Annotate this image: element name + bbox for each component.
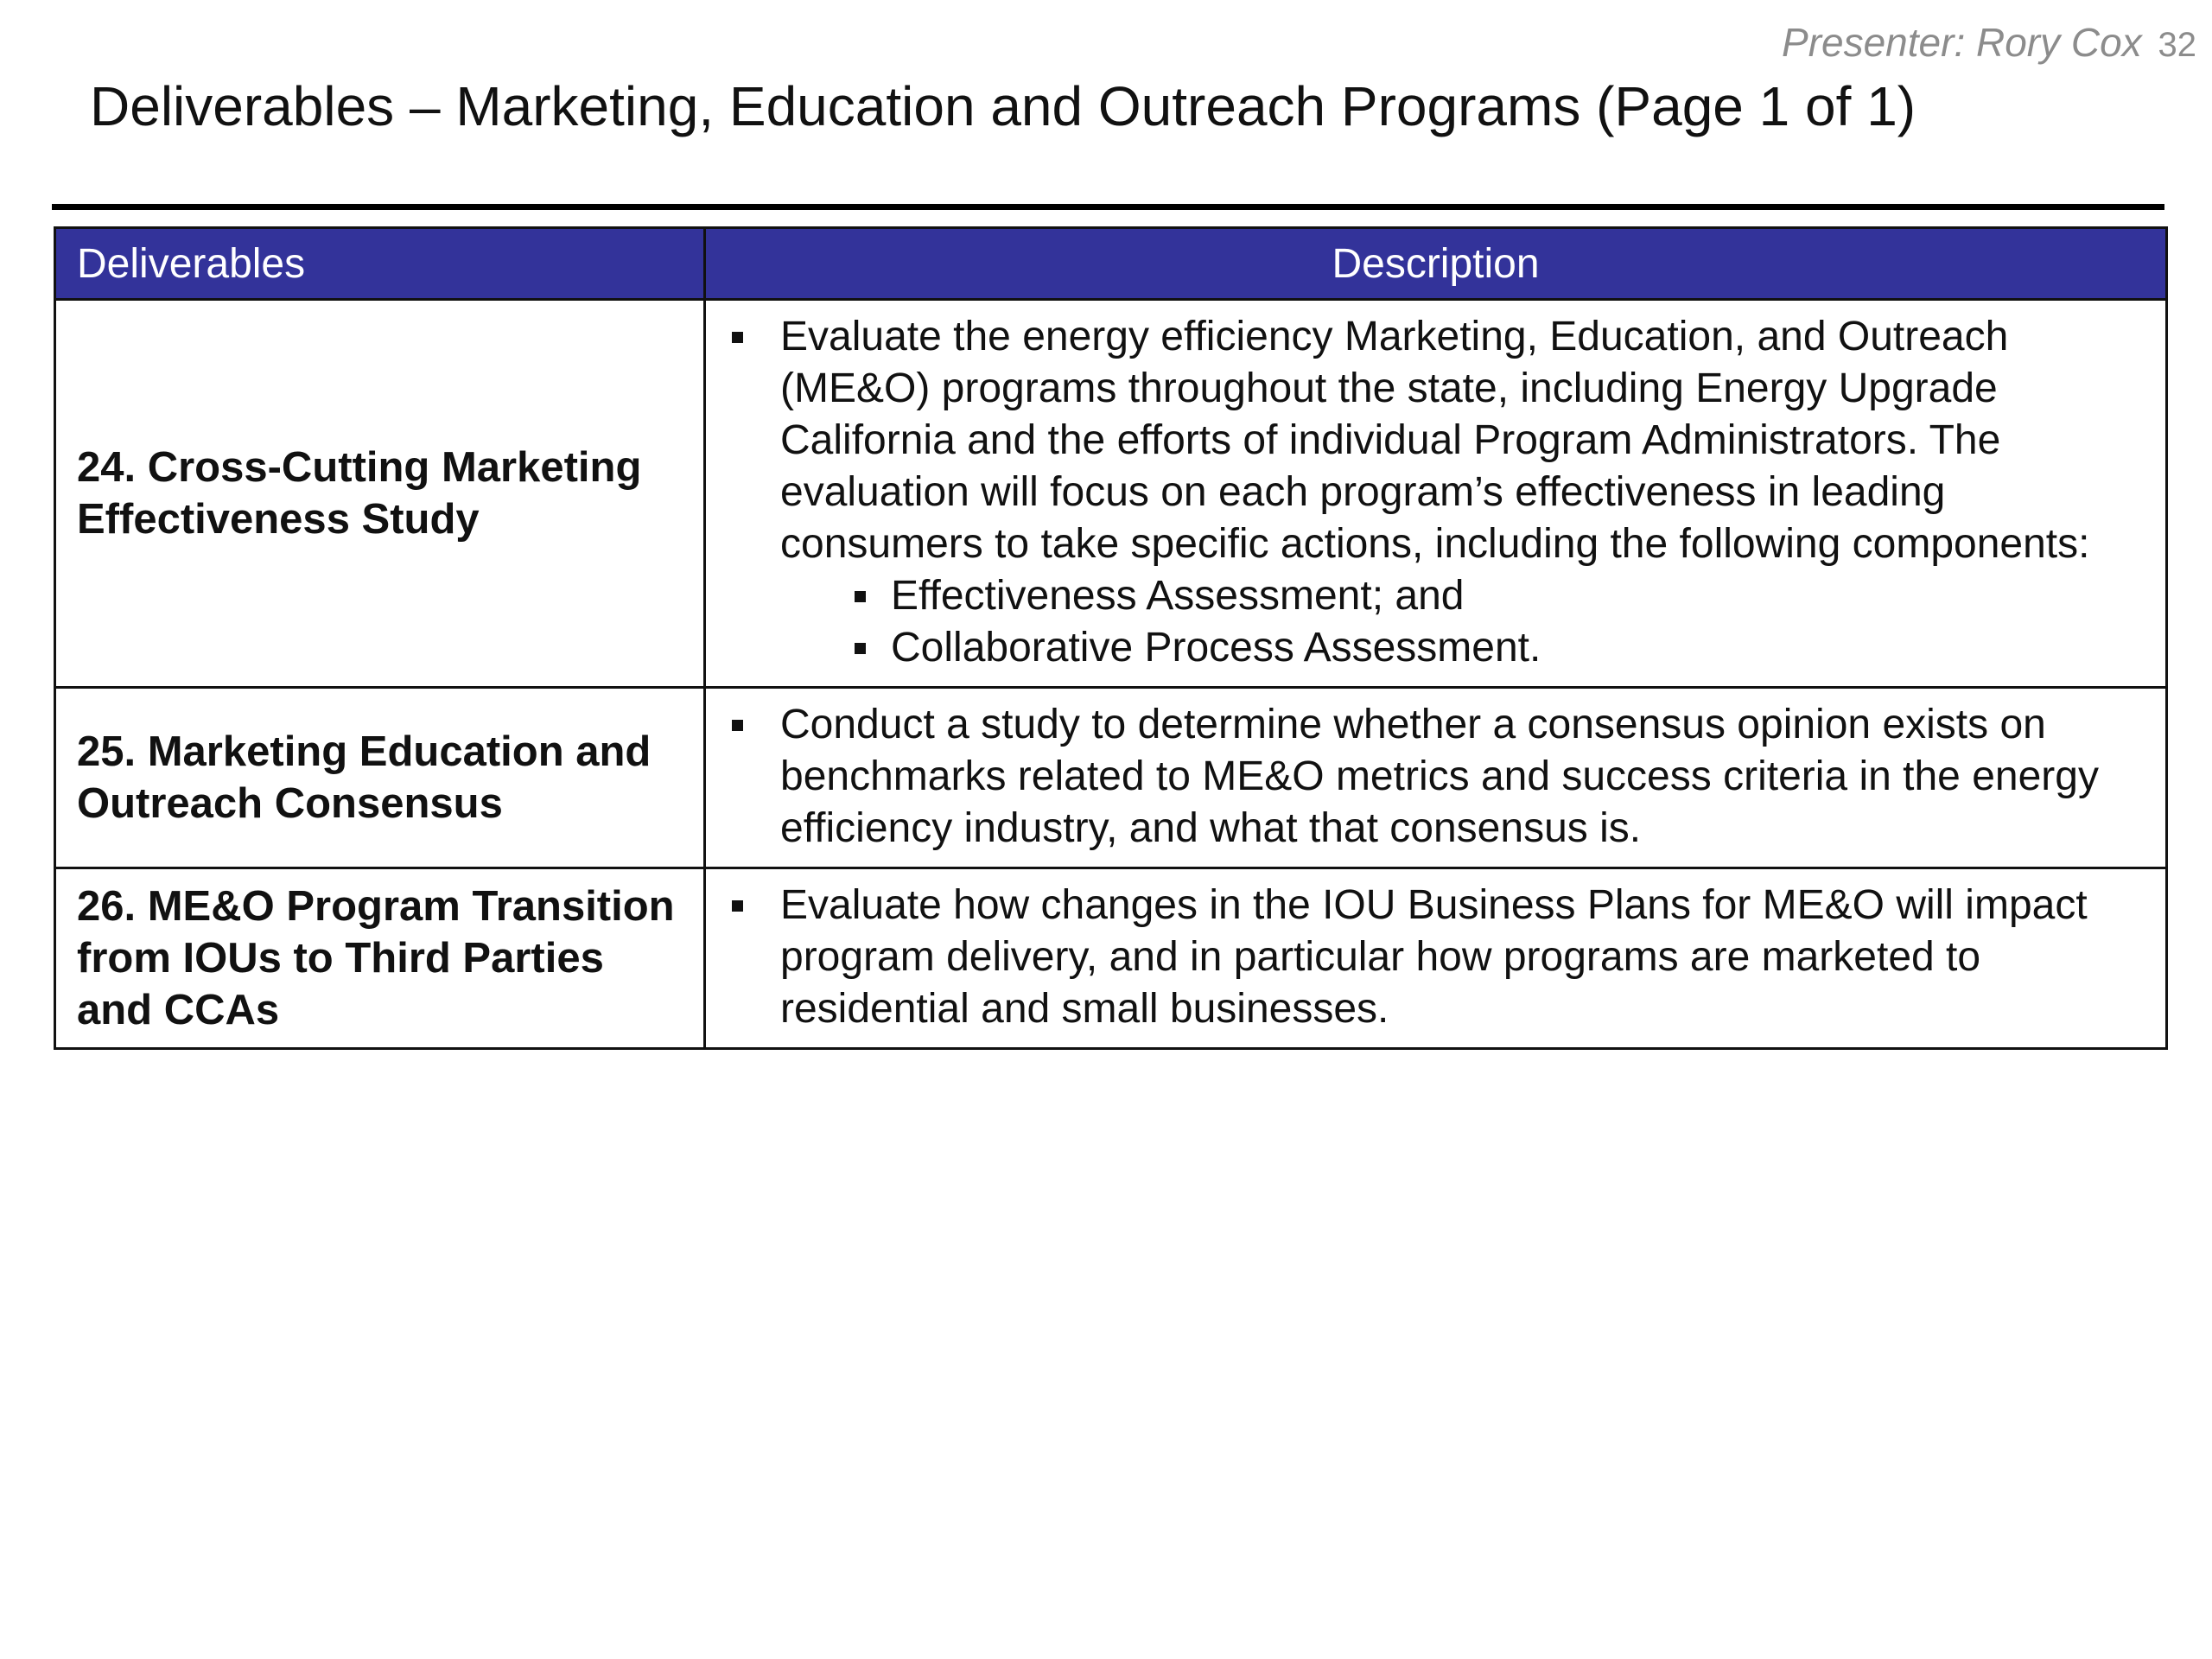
sub-bullet-item: Effectiveness Assessment; and	[891, 570, 2145, 622]
description-bullets	[732, 311, 2145, 674]
table-row	[55, 688, 2167, 868]
presenter-line	[1782, 19, 2196, 66]
table-row	[55, 868, 2167, 1049]
description-bullets	[732, 699, 2145, 855]
deliverable-description	[705, 868, 2167, 1049]
table-header-row	[55, 228, 2167, 300]
bullet-text: Evaluate the energy efficiency Marketing, Education, and Outreach (ME&O) programs throughout the state, including Energy Upgrade California and the efforts of individual Program Administrators. The evaluation will focus on each program’s effectiveness in leading consumers to take specific actions, including the following components:	[780, 314, 2090, 567]
column-header-description: Description	[705, 228, 2167, 300]
bullet-item: Evaluate how changes in the IOU Business Plans for ME&O will impact program delivery, and in particular how programs are marketed to residential and small businesses.	[732, 880, 2145, 1035]
deliverables-table	[54, 226, 2168, 1050]
title-divider	[52, 204, 2164, 210]
sub-bullet-item: Collaborative Process Assessment.	[891, 622, 2145, 674]
column-header-deliverables: Deliverables	[55, 228, 705, 300]
bullet-item	[732, 311, 2145, 674]
deliverable-name: 24. Cross-Cutting Marketing Effectiveness Study	[55, 300, 705, 688]
description-bullets	[732, 880, 2145, 1035]
deliverable-description	[705, 300, 2167, 688]
deliverable-name: 26. ME&O Program Transition from IOUs to Third Parties and CCAs	[55, 868, 705, 1049]
deliverable-description	[705, 688, 2167, 868]
table-row	[55, 300, 2167, 688]
presenter-name: Presenter: Rory Cox	[1782, 20, 2142, 65]
deliverable-name: 25. Marketing Education and Outreach Consensus	[55, 688, 705, 868]
bullet-item: Conduct a study to determine whether a consensus opinion exists on benchmarks related to ME&O metrics and success criteria in the energy efficiency industry, and what that consensus is.	[732, 699, 2145, 855]
page-number: 32	[2158, 26, 2196, 64]
page-title: Deliverables – Marketing, Education and Outreach Programs (Page 1 of 1)	[90, 75, 1916, 137]
sub-bullets	[780, 570, 2145, 674]
